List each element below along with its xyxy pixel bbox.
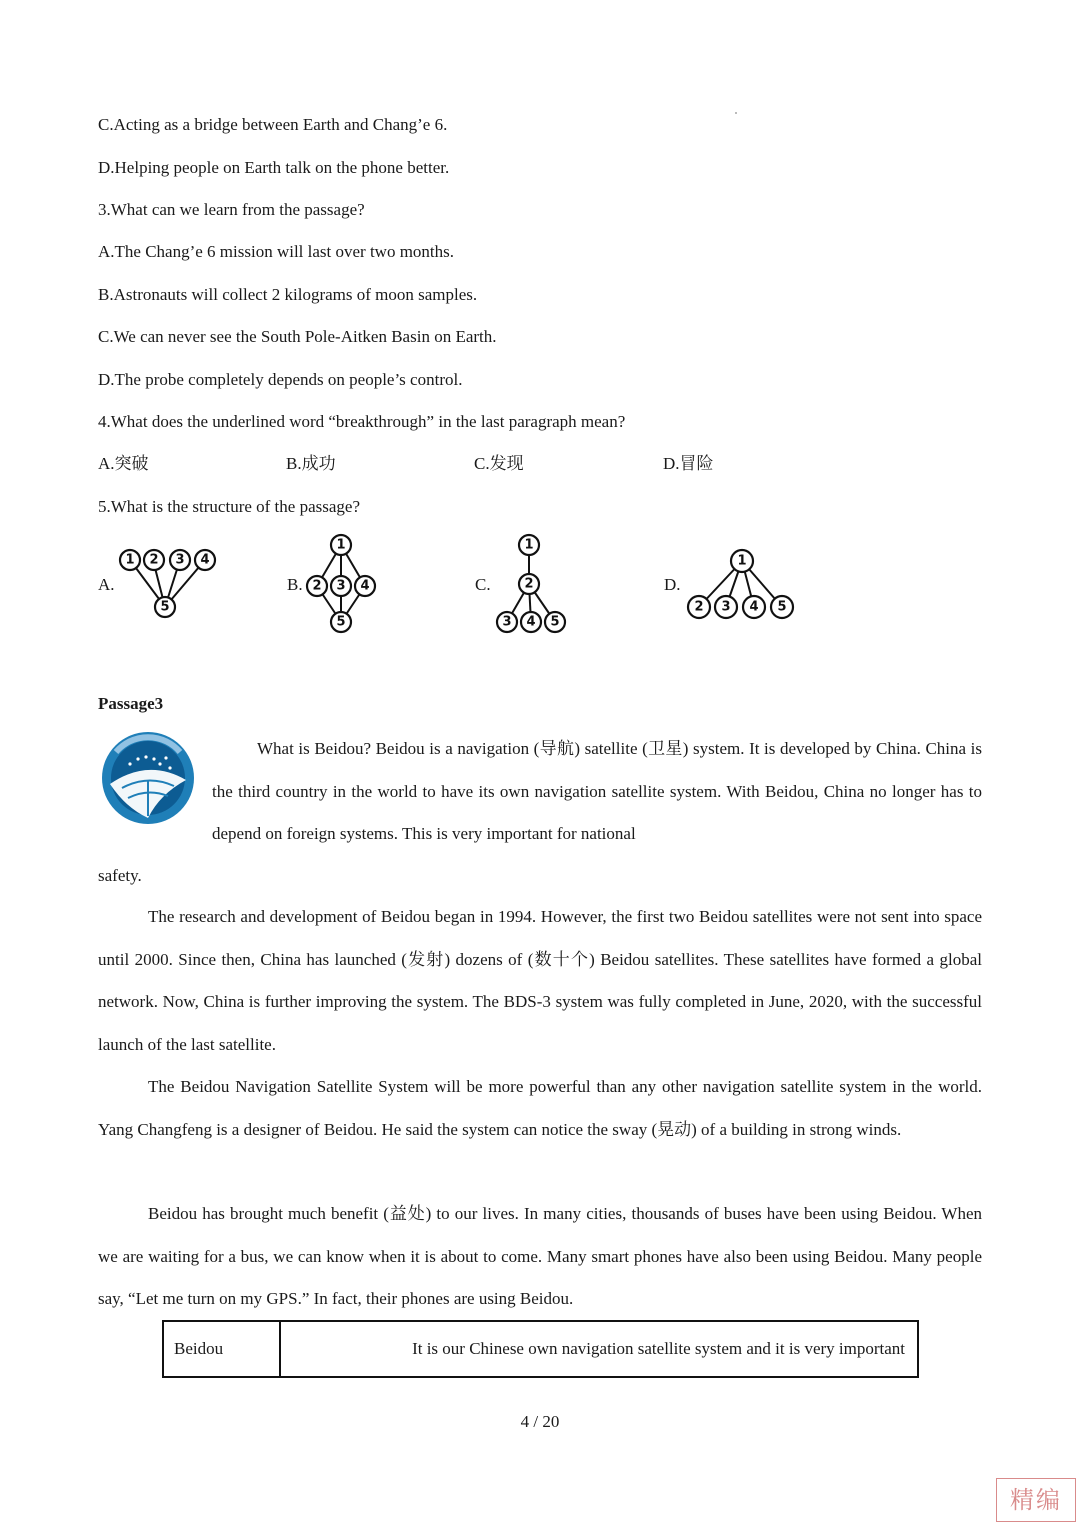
q3-option-d: D.The probe completely depends on people’s control. — [98, 370, 463, 389]
svg-text:3: 3 — [502, 614, 512, 630]
q4-option-c: C.发现 — [474, 454, 524, 473]
watermark-stamp: 精编 — [996, 1478, 1076, 1522]
q3-option-c: C.We can never see the South Pole-Aitken Basin on Earth. — [98, 327, 497, 346]
passage3-paragraph-1 — [212, 728, 982, 856]
svg-text:3: 3 — [721, 599, 731, 615]
q4-option-a: A.突破 — [98, 454, 149, 473]
q5-label-c: C. — [475, 575, 491, 594]
svg-text:2: 2 — [149, 552, 159, 568]
passage3-paragraph-4-text: Beidou has brought much benefit (益处) to our lives. In many cities, thousands of buses have been using Beidou. When we are waiting for a bus, we can know when it is about to come. Many smart phones have also been using Beidou. Many people say, “Let me turn on my GPS.” In fact, their phones are using Beidou. — [98, 1204, 982, 1308]
passage3-paragraph-3-text: The Beidou Navigation Satellite System will be more powerful than any other navigation satellite system in the world. Yang Changfeng is a designer of Beidou. He said the system can notice the sway (晃动) of a building in strong winds. — [98, 1077, 982, 1139]
svg-text:3: 3 — [336, 578, 346, 594]
q3-question: 3.What can we learn from the passage? — [98, 200, 365, 219]
svg-text:5: 5 — [336, 614, 346, 630]
svg-text:2: 2 — [524, 576, 534, 592]
page-number: 4 / 20 — [520, 1412, 560, 1431]
svg-text:4: 4 — [526, 614, 536, 630]
q5-label-b: B. — [287, 575, 303, 594]
q5-label-a: A. — [98, 575, 115, 594]
q4-option-b: B.成功 — [286, 454, 336, 473]
q4-question: 4.What does the underlined word “breakthrough” in the last paragraph mean? — [98, 412, 626, 431]
svg-text:5: 5 — [160, 599, 170, 615]
passage3-paragraph-1-tail: safety. — [98, 866, 142, 885]
svg-text:4: 4 — [749, 599, 759, 615]
passage3-paragraph-2-text: The research and development of Beidou began in 1994. However, the first two Beidou satellites were not sent into space until 2000. Since then, China has launched (发射) dozens of (数十个) Beidou satellites. These satellites have formed a global network. Now, China is further improving the system. The BDS-3 system was fully completed in June, 2020, with the successful launch of the last satellite. — [98, 907, 982, 1054]
q2-option-d: D.Helping people on Earth talk on the phone better. — [98, 158, 450, 177]
passage3-paragraph-2 — [98, 896, 982, 1066]
passage3-paragraph-3 — [98, 1066, 982, 1151]
q3-option-a: A.The Chang’e 6 mission will last over two months. — [98, 242, 455, 261]
svg-text:4: 4 — [200, 552, 210, 568]
svg-text:2: 2 — [694, 599, 704, 615]
structure-diagram-a — [116, 545, 226, 625]
table-cell-summary: It is our Chinese own navigation satellite system and it is very important — [280, 1321, 918, 1377]
beidou-logo — [100, 728, 196, 828]
q4-option-d: D.冒险 — [663, 454, 714, 473]
structure-diagram-d — [682, 545, 802, 625]
svg-text:3: 3 — [175, 552, 185, 568]
q2-option-c: C.Acting as a bridge between Earth and Chang’e 6. — [98, 115, 448, 134]
passage3-heading: Passage3 — [98, 694, 164, 713]
structure-diagram-b — [303, 532, 383, 636]
table-cell-topic: Beidou — [163, 1321, 280, 1377]
svg-text:5: 5 — [777, 599, 787, 615]
svg-text:1: 1 — [737, 553, 747, 569]
svg-text:2: 2 — [312, 578, 322, 594]
passage3-paragraph-1-text: What is Beidou? Beidou is a navigation (导航) satellite (卫星) system. It is developed by China. China is the third country in the world to have its own navigation satellite system. With Beidou, China no longer has to depend on foreign systems. This is very important for national — [212, 739, 982, 843]
q5-question: 5.What is the structure of the passage? — [98, 497, 360, 516]
svg-text:5: 5 — [550, 614, 560, 630]
svg-text:1: 1 — [524, 537, 534, 553]
summary-table — [162, 1320, 919, 1378]
svg-text:1: 1 — [125, 552, 135, 568]
table-row — [163, 1321, 918, 1377]
scan-speck — [735, 112, 737, 114]
svg-text:1: 1 — [336, 537, 346, 553]
structure-diagram-c — [493, 532, 573, 636]
passage3-paragraph-4 — [98, 1193, 982, 1321]
q5-label-d: D. — [664, 575, 681, 594]
q3-option-b: B.Astronauts will collect 2 kilograms of moon samples. — [98, 285, 478, 304]
svg-text:4: 4 — [360, 578, 370, 594]
